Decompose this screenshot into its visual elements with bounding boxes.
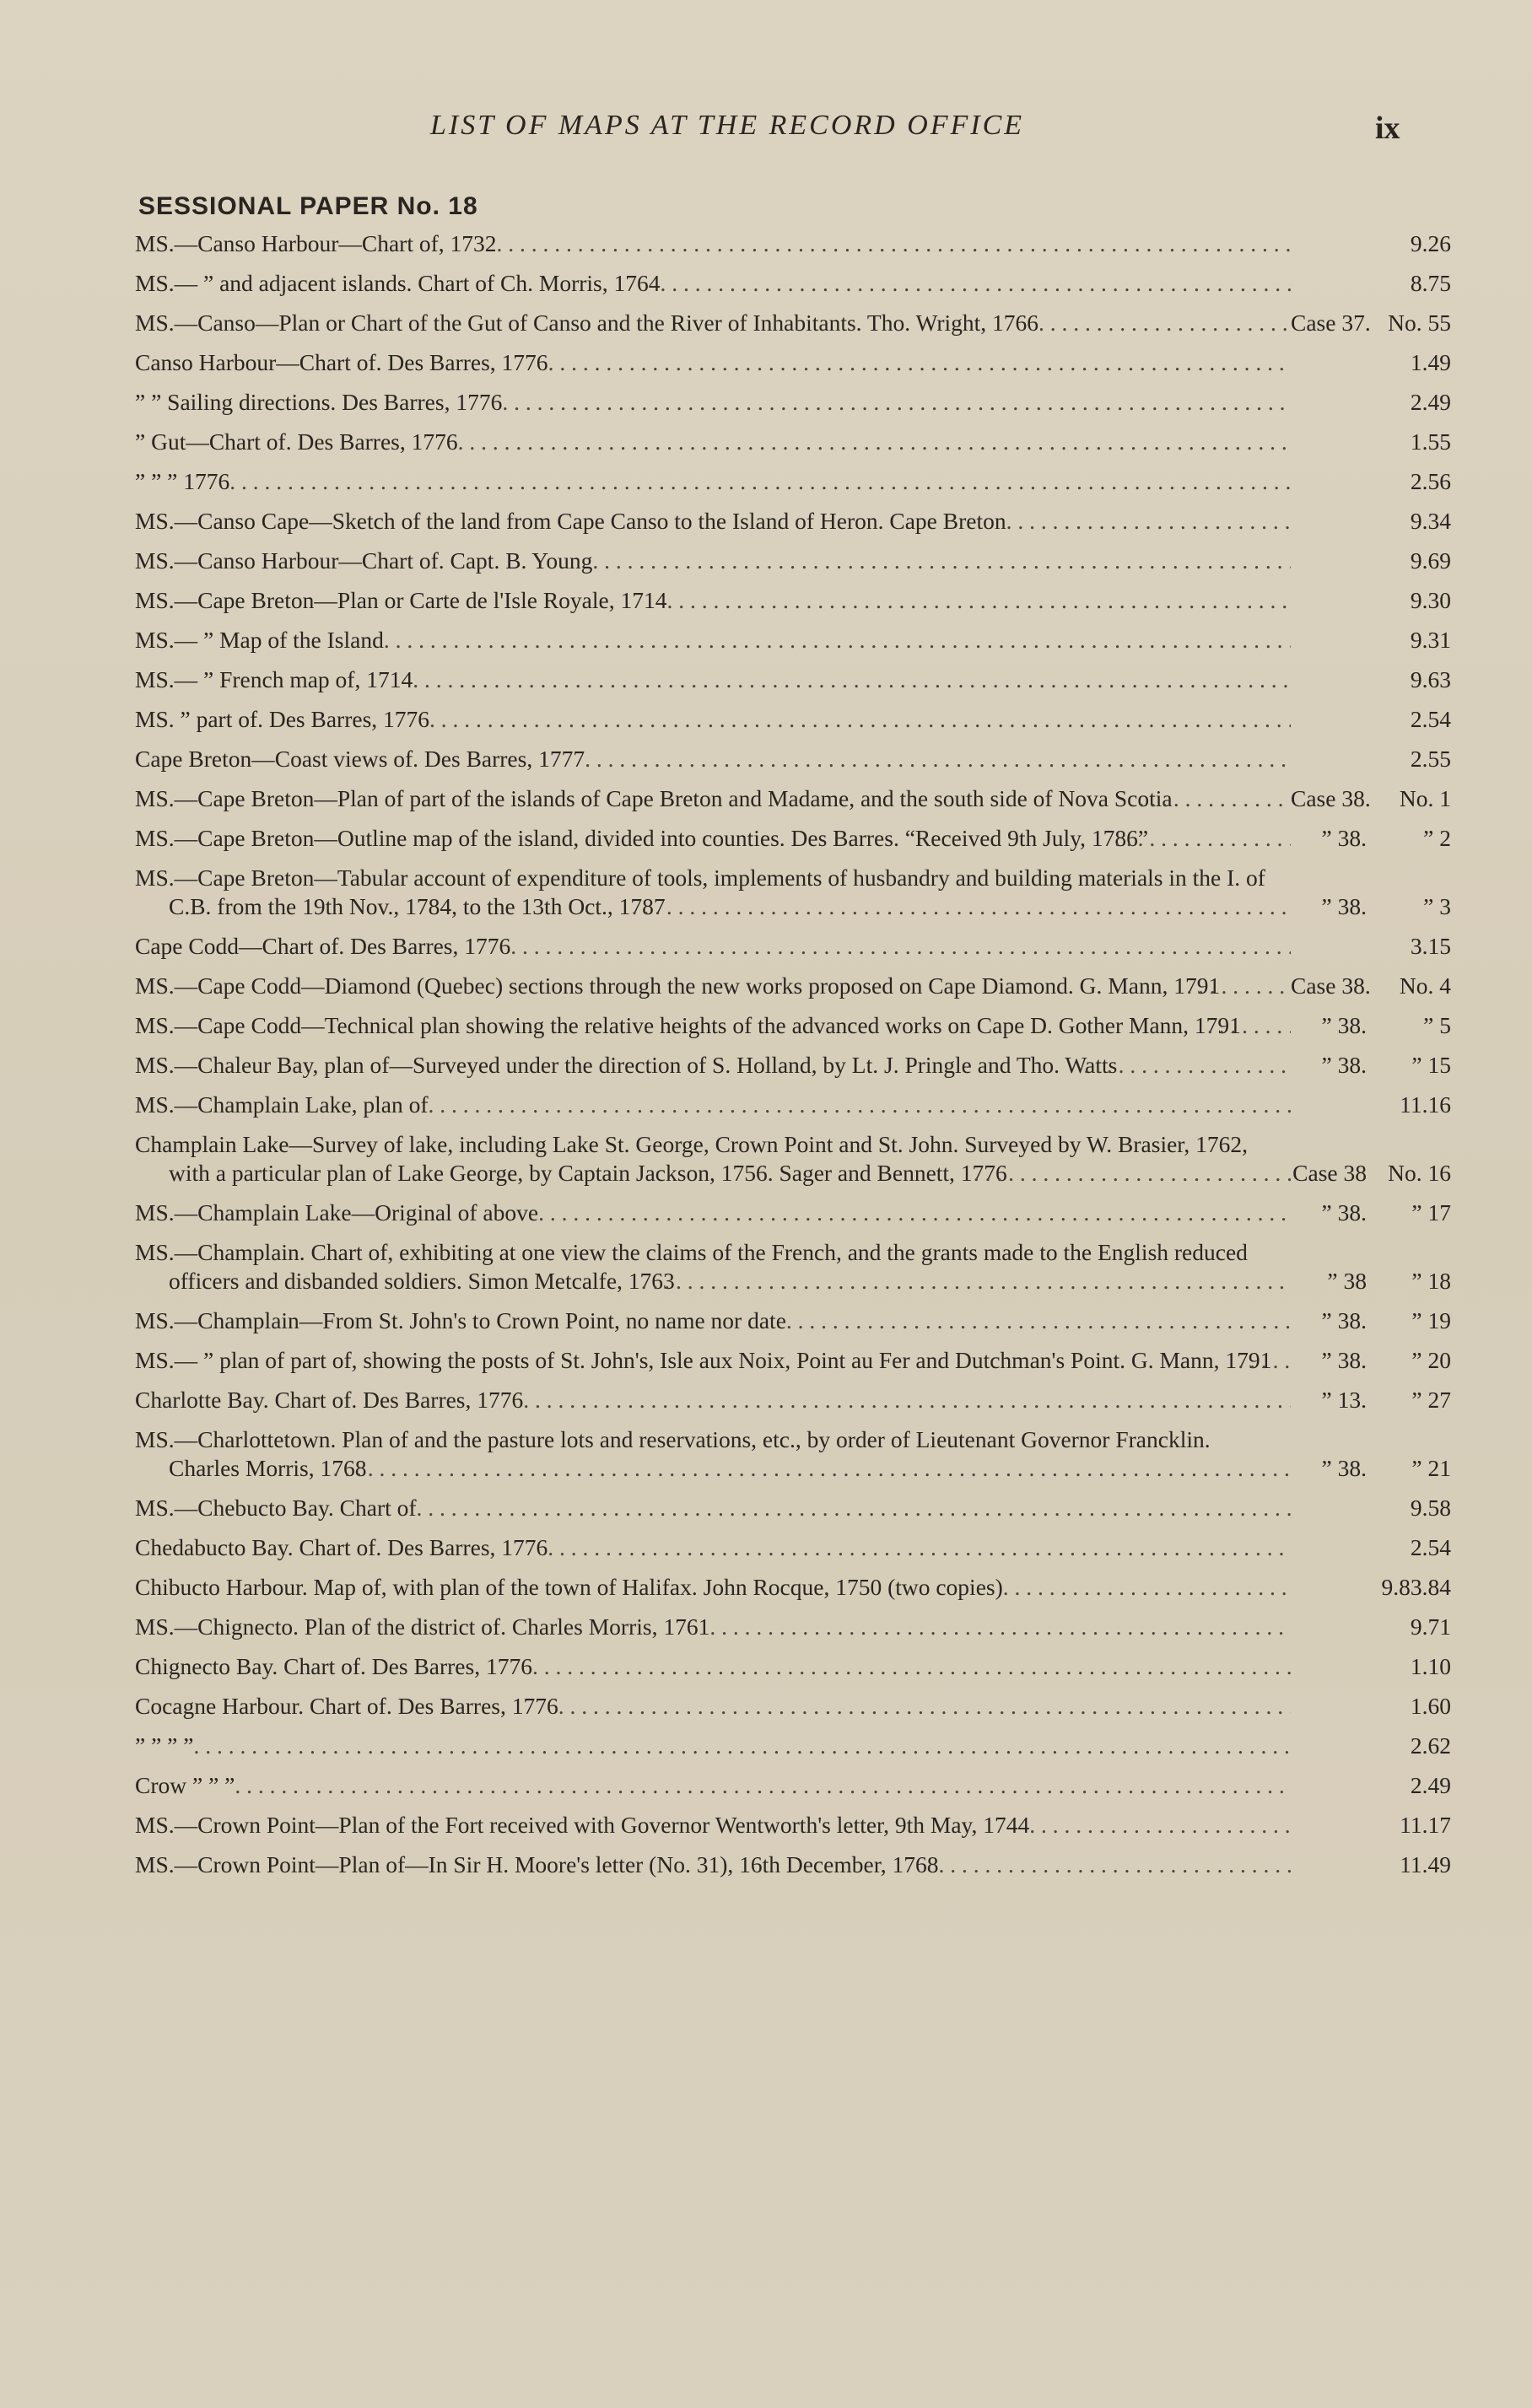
entry-title: MS.—Cape Breton—Plan of part of the islands of Cape Breton and Madame, and the south side of Nova Scotia . . . bbox=[135, 784, 1291, 813]
entry-title: MS.— ” and adjacent islands. Chart of Ch. Morris, 1764 . . . bbox=[135, 269, 1291, 298]
entry-title: ” ” ” 1776 . . . bbox=[135, 467, 1291, 496]
reference-number: 2.49 bbox=[1410, 1772, 1451, 1798]
case-number: Case 38. bbox=[1291, 785, 1371, 811]
entry-reference bbox=[1291, 1159, 1451, 1188]
entry-title: Canso Harbour—Chart of. Des Barres, 1776 . . . bbox=[135, 348, 1291, 377]
list-item bbox=[135, 348, 1451, 377]
entry-reference bbox=[1291, 1091, 1451, 1119]
list-item bbox=[135, 824, 1451, 853]
reference-number: 11.49 bbox=[1400, 1851, 1451, 1877]
case-number: ” 38. bbox=[1321, 1199, 1367, 1226]
entry-title: MS.—Canso Harbour—Chart of, 1732 . . . bbox=[135, 229, 1291, 258]
entry-reference bbox=[1291, 1692, 1451, 1721]
entry-reference bbox=[1291, 467, 1451, 496]
list-item bbox=[135, 1425, 1451, 1483]
list-item bbox=[135, 1811, 1451, 1840]
list-item bbox=[135, 309, 1451, 337]
item-number: ” 21 bbox=[1411, 1455, 1451, 1481]
item-number: ” 5 bbox=[1423, 1012, 1451, 1038]
running-title: LIST OF MAPS AT THE RECORD OFFICE bbox=[430, 110, 1025, 141]
entry-reference bbox=[1291, 665, 1451, 694]
entry-reference bbox=[1291, 388, 1451, 417]
reference-number: 9.31 bbox=[1410, 627, 1451, 653]
list-item bbox=[135, 1346, 1451, 1375]
list-item bbox=[135, 1613, 1451, 1641]
entry-reference bbox=[1291, 1494, 1451, 1522]
list-item bbox=[135, 1850, 1451, 1879]
case-number: ” 38. bbox=[1321, 1052, 1367, 1078]
list-item bbox=[135, 1771, 1451, 1800]
item-number: No. 55 bbox=[1388, 310, 1451, 336]
entry-title: ” ” Sailing directions. Des Barres, 1776 . . . bbox=[135, 388, 1291, 417]
entry-title: Cape Breton—Coast views of. Des Barres, 1777 . . . bbox=[135, 745, 1291, 773]
entry-reference bbox=[1291, 705, 1451, 734]
list-item bbox=[135, 1306, 1451, 1335]
item-number: ” 20 bbox=[1411, 1347, 1451, 1373]
entry-title: Charlotte Bay. Chart of. Des Barres, 1776 . . . bbox=[135, 1386, 1291, 1414]
case-number: ” 38 bbox=[1327, 1268, 1367, 1294]
entry-title: ” ” ” ” . . . bbox=[135, 1732, 1291, 1760]
entry-title: MS.—Chignecto. Plan of the district of. Charles Morris, 1761 . . . bbox=[135, 1613, 1291, 1641]
list-item bbox=[135, 1051, 1451, 1080]
entry-title: MS.—Canso Harbour—Chart of. Capt. B. Young . . . bbox=[135, 547, 1291, 575]
reference-number: 11.17 bbox=[1400, 1812, 1451, 1838]
item-number: ” 18 bbox=[1411, 1268, 1451, 1294]
entry-title: MS.— ” French map of, 1714 . . . bbox=[135, 665, 1291, 694]
reference-number: 9.69 bbox=[1410, 547, 1451, 574]
entry-title: MS.—Champlain Lake—Original of above . . . bbox=[135, 1199, 1291, 1227]
entry-title: MS.—Crown Point—Plan of—In Sir H. Moore's letter (No. 31), 16th December, 1768 . . . bbox=[135, 1850, 1291, 1879]
reference-number: 1.60 bbox=[1410, 1693, 1451, 1719]
entry-title: Champlain Lake—Survey of lake, including Lake St. George, Crown Point and St. John. Surveyed by W. Brasier, 1762, with a particular plan of Lake George, by Captain Jackson, 1756. Sager and Bennett, 1776 . . . bbox=[135, 1130, 1291, 1188]
item-number: No. 16 bbox=[1388, 1160, 1451, 1186]
reference-number: 9.26 bbox=[1410, 230, 1451, 256]
reference-number: 2.54 bbox=[1410, 706, 1451, 732]
entry-title: ” Gut—Chart of. Des Barres, 1776 . . . bbox=[135, 428, 1291, 456]
entry-reference bbox=[1291, 932, 1451, 961]
entry-reference bbox=[1291, 1573, 1451, 1602]
item-number: ” 15 bbox=[1411, 1052, 1451, 1078]
item-number: ” 19 bbox=[1411, 1307, 1451, 1333]
reference-number: 11.16 bbox=[1400, 1091, 1451, 1118]
entry-reference bbox=[1291, 547, 1451, 575]
entry-reference bbox=[1291, 1386, 1451, 1414]
entry-reference bbox=[1291, 1051, 1451, 1080]
reference-number: 2.49 bbox=[1410, 389, 1451, 415]
entry-reference bbox=[1291, 1732, 1451, 1760]
list-item bbox=[135, 507, 1451, 536]
list-item bbox=[135, 1011, 1451, 1040]
list-item bbox=[135, 388, 1451, 417]
entry-reference bbox=[1291, 269, 1451, 298]
entry-reference bbox=[1291, 586, 1451, 615]
list-item bbox=[135, 1130, 1451, 1188]
list-item bbox=[135, 784, 1451, 813]
reference-number: 2.55 bbox=[1410, 746, 1451, 772]
list-item bbox=[135, 1386, 1451, 1414]
list-item bbox=[135, 1652, 1451, 1681]
entry-title: MS.—Chebucto Bay. Chart of . . . bbox=[135, 1494, 1291, 1522]
entry-reference bbox=[1291, 784, 1451, 813]
entry-title: Chibucto Harbour. Map of, with plan of the town of Halifax. John Rocque, 1750 (two copies) . . . bbox=[135, 1573, 1291, 1602]
reference-number: 8.75 bbox=[1410, 270, 1451, 296]
case-number: ” 38. bbox=[1321, 1455, 1367, 1481]
entry-title: MS.—Cape Breton—Outline map of the island, divided into counties. Des Barres. “Received 9th July, 1786” . . . bbox=[135, 824, 1291, 853]
entry-title: MS.—Canso Cape—Sketch of the land from Cape Canso to the Island of Heron. Cape Breton . . . bbox=[135, 507, 1291, 536]
reference-number: 9.83.84 bbox=[1381, 1574, 1451, 1600]
reference-number: 2.54 bbox=[1410, 1534, 1451, 1560]
list-item bbox=[135, 229, 1451, 258]
entry-title: MS.—Chaleur Bay, plan of—Surveyed under the direction of S. Holland, by Lt. J. Pringle and Tho. Watts . . . bbox=[135, 1051, 1291, 1080]
reference-number: 2.56 bbox=[1410, 468, 1451, 494]
entry-title: Cocagne Harbour. Chart of. Des Barres, 1776 . . . bbox=[135, 1692, 1291, 1721]
list-item bbox=[135, 269, 1451, 298]
item-number: ” 3 bbox=[1423, 893, 1451, 919]
list-item bbox=[135, 1494, 1451, 1522]
reference-number: 3.15 bbox=[1410, 933, 1451, 959]
entry-reference bbox=[1291, 892, 1451, 921]
entry-title: MS.—Cape Codd—Technical plan showing the relative heights of the advanced works on Cape D. Gother Mann, 1791 . . . bbox=[135, 1011, 1291, 1040]
entry-title: MS.—Champlain—From St. John's to Crown Point, no name nor date . . . bbox=[135, 1306, 1291, 1335]
case-number: Case 38. bbox=[1291, 972, 1371, 999]
entry-reference bbox=[1291, 824, 1451, 853]
entry-reference bbox=[1291, 1199, 1451, 1227]
entry-title: Chignecto Bay. Chart of. Des Barres, 1776 . . . bbox=[135, 1652, 1291, 1681]
list-item bbox=[135, 547, 1451, 575]
entry-title: MS.—Crown Point—Plan of the Fort received with Governor Wentworth's letter, 9th May, 1744 . . . bbox=[135, 1811, 1291, 1840]
case-number: ” 38. bbox=[1321, 1347, 1367, 1373]
entry-reference bbox=[1291, 1011, 1451, 1040]
entry-reference bbox=[1291, 745, 1451, 773]
case-number: Case 37. bbox=[1291, 310, 1371, 336]
entry-title: MS.—Canso—Plan or Chart of the Gut of Canso and the River of Inhabitants. Tho. Wright, 1766 . . . bbox=[135, 309, 1291, 337]
reference-number: 9.71 bbox=[1410, 1613, 1451, 1640]
entry-title: MS.—Cape Breton—Plan or Carte de l'Isle Royale, 1714 . . . bbox=[135, 586, 1291, 615]
case-number: ” 38. bbox=[1321, 825, 1367, 851]
case-number: ” 38. bbox=[1321, 1012, 1367, 1038]
entry-reference bbox=[1291, 1454, 1451, 1483]
reference-number: 1.49 bbox=[1410, 349, 1451, 375]
map-list bbox=[135, 229, 1451, 1890]
sessional-paper-heading: SESSIONAL PAPER No. 18 bbox=[138, 192, 478, 220]
case-number: Case 38 bbox=[1292, 1160, 1367, 1186]
list-item bbox=[135, 1091, 1451, 1119]
case-number: ” 38. bbox=[1321, 893, 1367, 919]
entry-reference bbox=[1291, 1771, 1451, 1800]
list-item bbox=[135, 932, 1451, 961]
list-item bbox=[135, 864, 1451, 921]
reference-number: 2.62 bbox=[1410, 1732, 1451, 1759]
list-item bbox=[135, 1692, 1451, 1721]
reference-number: 9.30 bbox=[1410, 587, 1451, 613]
entry-title: MS.—Champlain Lake, plan of . . . bbox=[135, 1091, 1291, 1119]
entry-title: MS.—Cape Codd—Diamond (Quebec) sections through the new works proposed on Cape Diamond. G. Mann, 1791 . . . bbox=[135, 972, 1291, 1000]
reference-number: 1.55 bbox=[1410, 428, 1451, 455]
list-item bbox=[135, 1533, 1451, 1562]
page-number: ix bbox=[1375, 110, 1400, 146]
entry-title: Chedabucto Bay. Chart of. Des Barres, 1776 . . . bbox=[135, 1533, 1291, 1562]
entry-reference bbox=[1291, 348, 1451, 377]
item-number: No. 4 bbox=[1399, 972, 1451, 999]
entry-title: Cape Codd—Chart of. Des Barres, 1776 . . . bbox=[135, 932, 1291, 961]
item-number: ” 27 bbox=[1411, 1387, 1451, 1413]
list-item bbox=[135, 705, 1451, 734]
entry-reference bbox=[1291, 626, 1451, 655]
entry-reference bbox=[1291, 309, 1451, 337]
list-item bbox=[135, 972, 1451, 1000]
entry-reference bbox=[1291, 1346, 1451, 1375]
entry-reference bbox=[1291, 1533, 1451, 1562]
list-item bbox=[135, 626, 1451, 655]
item-number: ” 2 bbox=[1423, 825, 1451, 851]
entry-reference bbox=[1291, 428, 1451, 456]
list-item bbox=[135, 467, 1451, 496]
entry-title: MS.— ” Map of the Island . . . bbox=[135, 626, 1291, 655]
entry-reference bbox=[1291, 229, 1451, 258]
list-item bbox=[135, 745, 1451, 773]
list-item bbox=[135, 1732, 1451, 1760]
list-item bbox=[135, 1573, 1451, 1602]
entry-title: Crow ” ” ” . . . bbox=[135, 1771, 1291, 1800]
reference-number: 9.63 bbox=[1410, 666, 1451, 692]
reference-number: 9.58 bbox=[1410, 1495, 1451, 1521]
entry-reference bbox=[1291, 1306, 1451, 1335]
item-number: No. 1 bbox=[1399, 785, 1451, 811]
list-item bbox=[135, 1199, 1451, 1227]
entry-reference bbox=[1291, 507, 1451, 536]
list-item bbox=[135, 586, 1451, 615]
entry-reference bbox=[1291, 972, 1451, 1000]
item-number: ” 17 bbox=[1411, 1199, 1451, 1226]
entry-reference bbox=[1291, 1267, 1451, 1296]
list-item bbox=[135, 428, 1451, 456]
entry-title: MS.— ” plan of part of, showing the posts of St. John's, Isle aux Noix, Point au Fer and Dutchman's Point. G. Mann, 1791 . . . bbox=[135, 1346, 1291, 1375]
entry-reference bbox=[1291, 1652, 1451, 1681]
entry-reference bbox=[1291, 1811, 1451, 1840]
entry-title: MS. ” part of. Des Barres, 1776 . . . bbox=[135, 705, 1291, 734]
reference-number: 9.34 bbox=[1410, 508, 1451, 534]
case-number: ” 38. bbox=[1321, 1307, 1367, 1333]
list-item bbox=[135, 665, 1451, 694]
case-number: ” 13. bbox=[1321, 1387, 1367, 1413]
entry-title: MS.—Cape Breton—Tabular account of expenditure of tools, implements of husbandry and building materials in the I. of C.B. from the 19th Nov., 1784, to the 13th Oct., 1787 . . . bbox=[135, 864, 1291, 921]
entry-reference bbox=[1291, 1613, 1451, 1641]
reference-number: 1.10 bbox=[1410, 1653, 1451, 1679]
page-header bbox=[0, 110, 1532, 160]
entry-reference bbox=[1291, 1850, 1451, 1879]
list-item bbox=[135, 1238, 1451, 1296]
entry-title: MS.—Charlottetown. Plan of and the pasture lots and reservations, etc., by order of Lieutenant Governor Francklin. Charles Morris, 1768 . . . bbox=[135, 1425, 1291, 1483]
entry-title: MS.—Champlain. Chart of, exhibiting at one view the claims of the French, and the grants made to the English reduced officers and disbanded soldiers. Simon Metcalfe, 1763 . . . bbox=[135, 1238, 1291, 1296]
